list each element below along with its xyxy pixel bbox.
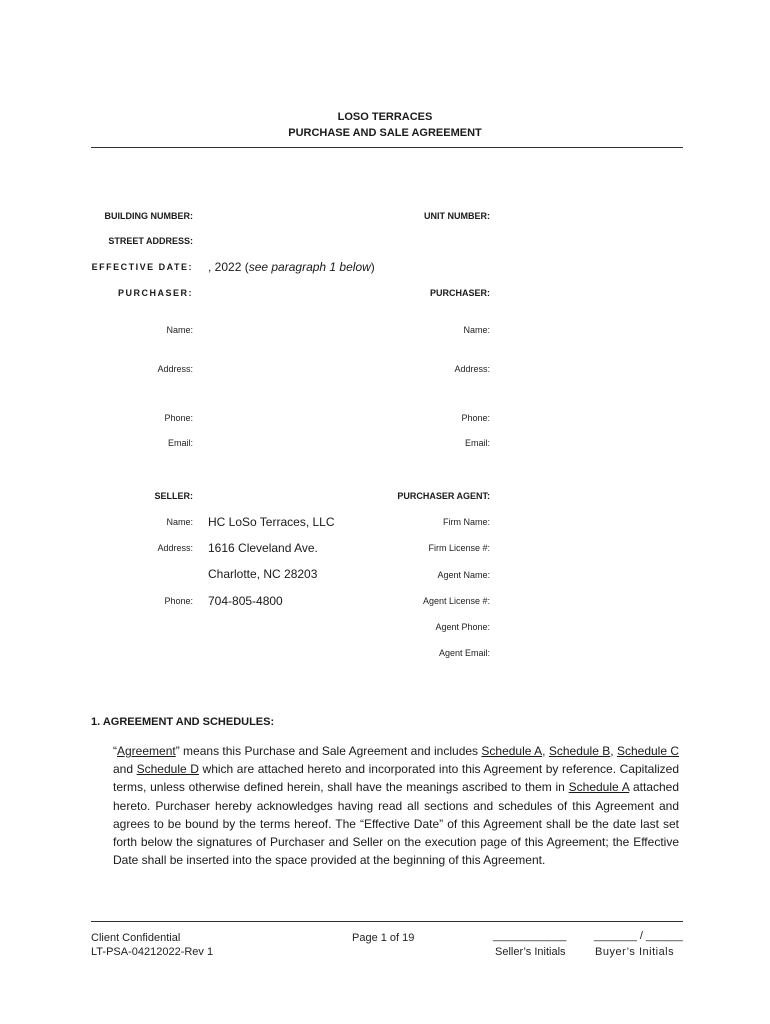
purchaser-left-name-label: Name: — [166, 325, 193, 335]
footer-confidential: Client Confidential — [91, 932, 181, 944]
paragraph-text: , — [610, 744, 617, 758]
building-number-label: BUILDING NUMBER: — [104, 211, 193, 221]
purchaser-left-address-label: Address: — [157, 364, 193, 374]
footer-page-number: Page 1 of 19 — [352, 932, 415, 944]
seller-phone-value: 704-805-4800 — [208, 594, 283, 608]
document-subtitle: PURCHASE AND SALE AGREEMENT — [288, 127, 482, 139]
street-address-label: STREET ADDRESS: — [108, 236, 193, 246]
agent-phone-label: Agent Phone: — [435, 622, 490, 632]
schedule-a-ref: Schedule A — [481, 744, 543, 758]
paragraph-text: and — [113, 762, 137, 777]
seller-initials-blank: ____________ — [493, 930, 567, 942]
paragraph-text: , — [542, 744, 549, 758]
paragraph-text: which are attached hereto and incorporated into this Agreement by reference. Capitalized terms, unless otherwise defined herein, shall have the meanings ascribed to them in — [113, 762, 680, 795]
footer-divider — [91, 921, 683, 922]
purchaser-left-phone-label: Phone: — [164, 413, 193, 423]
purchaser-right-phone-label: Phone: — [461, 413, 490, 423]
header-divider — [91, 147, 683, 148]
schedule-b-ref: Schedule B — [548, 744, 611, 758]
section-1-paragraph — [113, 742, 679, 869]
purchaser-right-heading: PURCHASER: — [429, 288, 490, 298]
section-1-heading: 1. AGREEMENT AND SCHEDULES: — [91, 716, 275, 728]
seller-heading: SELLER: — [154, 491, 193, 501]
seller-initials-label: Seller’s Initials — [495, 946, 566, 958]
footer-doc-id: LT-PSA-04212022-Rev 1 — [91, 946, 214, 958]
agent-license-label: Agent License #: — [422, 596, 490, 606]
schedule-a-ref: Schedule A — [568, 780, 630, 795]
purchaser-left-email-label: Email: — [167, 438, 193, 448]
agent-email-label: Agent Email: — [438, 648, 490, 658]
seller-address-line1: 1616 Cleveland Ave. — [208, 541, 318, 555]
effective-date-text: , 2022 ( — [208, 260, 249, 274]
buyer-initials-label: Buyer’s Initials — [595, 946, 675, 958]
purchaser-right-address-label: Address: — [454, 364, 490, 374]
effective-date-value — [208, 260, 375, 274]
open-quote: “ — [113, 744, 117, 758]
purchaser-right-name-label: Name: — [463, 325, 490, 335]
purchaser-agent-heading: PURCHASER AGENT: — [397, 491, 490, 501]
agreement-term: Agreement — [117, 744, 176, 758]
firm-name-label: Firm Name: — [443, 517, 490, 527]
effective-date-close: ) — [370, 260, 375, 274]
buyer-initials-blank: _______ / ______ — [594, 930, 683, 942]
agent-name-label: Agent Name: — [437, 570, 490, 580]
unit-number-label: UNIT NUMBER: — [424, 211, 490, 221]
firm-license-label: Firm License #: — [428, 543, 490, 553]
effective-date-label: EFFECTIVE DATE: — [91, 262, 193, 272]
paragraph-text: attached hereto. Purchaser hereby acknowledges having read all sections and schedules of this Agreement and agrees to be bound by the terms hereof. The “Effective Date” of this Agreement shall be the date last set forth below the signatures of Purchaser and Seller on the execution page of this Agreement; the Effective Date shall be inserted into the space provided at the beginning of this Agreement. — [113, 780, 680, 868]
document-title: LOSO TERRACES — [337, 111, 433, 123]
schedule-d-ref: Schedule D — [136, 762, 199, 777]
schedule-c-ref: Schedule C — [616, 744, 680, 758]
seller-name-value: HC LoSo Terraces, LLC — [208, 515, 335, 529]
seller-phone-label: Phone: — [164, 596, 193, 606]
purchaser-left-heading: PURCHASER: — [117, 288, 193, 298]
seller-address-line2: Charlotte, NC 28203 — [208, 567, 318, 581]
seller-name-label: Name: — [166, 517, 193, 527]
seller-address-label: Address: — [157, 543, 193, 553]
paragraph-text: ” means this Purchase and Sale Agreement and includes — [175, 744, 482, 758]
effective-date-note: see paragraph 1 below — [248, 260, 371, 274]
purchaser-right-email-label: Email: — [464, 438, 490, 448]
